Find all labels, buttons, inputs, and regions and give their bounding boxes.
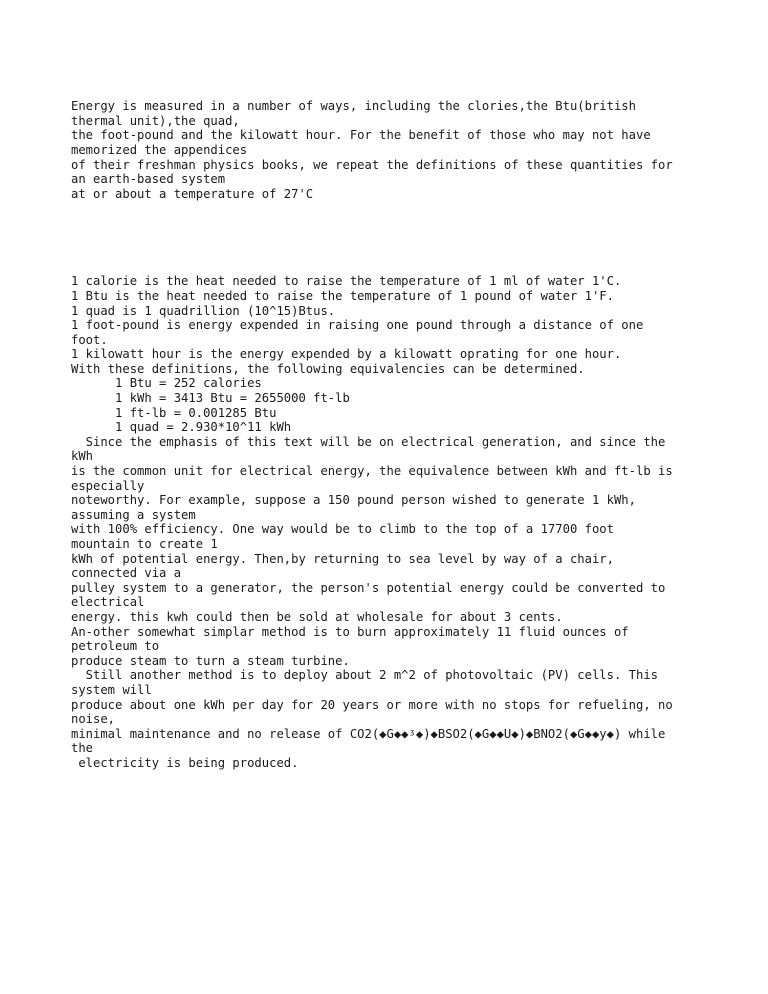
text-line: 1 Btu is the heat needed to raise the temperature of 1 pound of water 1'F. <box>71 288 614 303</box>
intro-paragraph <box>71 99 731 201</box>
text-line: produce about one kWh per day for 20 years or more with no stops for refueling, no <box>71 697 673 712</box>
text-line: foot. <box>71 332 108 347</box>
text-line: 1 kWh = 3413 Btu = 2655000 ft-lb <box>71 391 350 406</box>
text-line: at or about a temperature of 27'C <box>71 186 314 201</box>
text-line: electrical <box>71 595 145 610</box>
text-line: connected via a <box>71 566 182 581</box>
text-line: 1 foot-pound is energy expended in raising one pound through a distance of one <box>71 318 644 333</box>
text-line: minimal maintenance and no release of CO2(◆G◆◆ᶾ◆)◆BSO2(◆G◆◆U◆)◆BNO2(◆G◆◆y◆) while <box>71 726 666 741</box>
text-line: kWh <box>71 449 94 464</box>
text-line: Still another method is to deploy about 2 m^2 of photovoltaic (PV) cells. This <box>71 668 658 683</box>
text-line: is the common unit for electrical energy, the equivalence between kWh and ft-lb is <box>71 464 673 479</box>
text-line: system will <box>71 682 152 697</box>
text-line: 1 quad = 2.930*10^11 kWh <box>71 420 292 435</box>
paragraph-spacer <box>71 231 731 246</box>
text-line: mountain to create 1 <box>71 537 218 551</box>
text-line: the <box>71 741 94 756</box>
text-line: an earth-based system <box>71 172 226 187</box>
text-line: assuming a system <box>71 507 196 522</box>
text-line: 1 Btu = 252 calories <box>71 376 262 391</box>
definitions-paragraph <box>71 274 731 770</box>
text-line: of their freshman physics books, we repeat the definitions of these quantities for <box>71 157 673 172</box>
text-line: noteworthy. For example, suppose a 150 pound person wished to generate 1 kWh, <box>71 493 636 508</box>
text-line: memorized the appendices <box>71 142 248 157</box>
document-body <box>71 70 731 785</box>
text-line: An-other somewhat simplar method is to burn approximately 11 fluid ounces of <box>71 624 629 639</box>
text-line: especially <box>71 478 145 493</box>
text-line: noise, <box>71 712 116 727</box>
text-line: with 100% efficiency. One way would be to climb to the top of a 17700 foot <box>71 522 614 537</box>
text-line: Since the emphasis of this text will be on electrical generation, and since the <box>71 434 666 449</box>
text-line: Energy is measured in a number of ways, including the clories,the Btu(british <box>71 99 636 114</box>
text-line: 1 ft-lb = 0.001285 Btu <box>71 405 277 420</box>
text-line: energy. this kwh could then be sold at wholesale for about 3 cents. <box>71 609 563 624</box>
text-line: 1 kilowatt hour is the energy expended by a kilowatt oprating for one hour. <box>71 347 622 362</box>
text-line: thermal unit),the quad, <box>71 113 240 128</box>
text-line: 1 quad is 1 quadrillion (10^15)Btus. <box>71 303 336 318</box>
text-line: pulley system to a generator, the person's potential energy could be converted to <box>71 580 666 595</box>
text-line: the foot-pound and the kilowatt hour. For the benefit of those who may not have <box>71 128 651 143</box>
text-line: 1 calorie is the heat needed to raise the temperature of 1 ml of water 1'C. <box>71 274 622 289</box>
text-line: electricity is being produced. <box>71 755 299 770</box>
text-line: produce steam to turn a steam turbine. <box>71 653 350 668</box>
text-line: petroleum to <box>71 639 160 654</box>
text-line: kWh of potential energy. Then,by returning to sea level by way of a chair, <box>71 551 614 566</box>
text-line: With these definitions, the following equivalencies can be determined. <box>71 361 585 376</box>
